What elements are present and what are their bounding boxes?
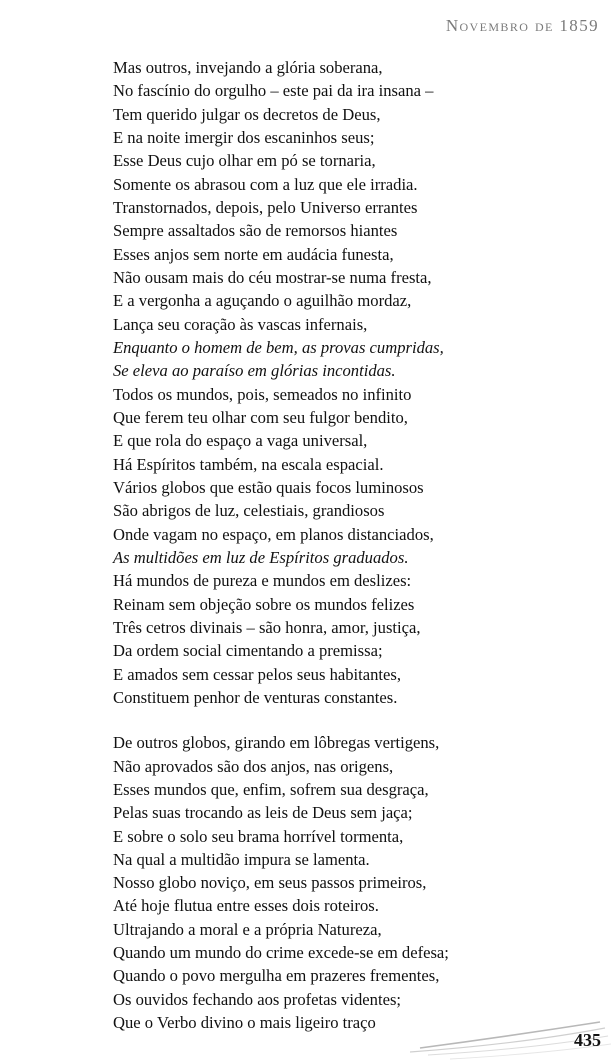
poem-line: Esses anjos sem norte em audácia funesta, <box>113 244 394 264</box>
poem-line: Todos os mundos, pois, semeados no infinito <box>113 384 412 404</box>
poem-line: E a vergonha a aguçando o aguilhão mordaz, <box>113 291 412 311</box>
poem-line: As multidões em luz de Espíritos graduados. <box>113 547 409 567</box>
page-number: 435 <box>574 1030 601 1050</box>
poem-line: E que rola do espaço a vaga universal, <box>113 431 368 451</box>
stanza <box>113 56 593 709</box>
poem-line: Ultrajando a moral e a própria Natureza, <box>113 919 382 939</box>
poem-line: São abrigos de luz, celestiais, grandiosos <box>113 501 385 521</box>
poem-line: Há mundos de pureza e mundos em deslizes: <box>113 571 412 591</box>
poem-line: Constituem penhor de venturas constantes. <box>113 687 398 707</box>
poem-line: Até hoje flutua entre esses dois roteiros. <box>113 896 379 916</box>
poem-line: Da ordem social cimentando a premissa; <box>113 641 383 661</box>
poem-line: Se eleva ao paraíso em glórias incontidas. <box>113 361 396 381</box>
poem-line: Transtornados, depois, pelo Universo errantes <box>113 197 418 217</box>
poem-line: Na qual a multidão impura se lamenta. <box>113 849 370 869</box>
poem-line: Sempre assaltados são de remorsos hiantes <box>113 221 398 241</box>
poem-line: Quando o povo mergulha em prazeres frementes, <box>113 966 440 986</box>
poem-line: Há Espíritos também, na escala espacial. <box>113 454 384 474</box>
poem-line: Que ferem teu olhar com seu fulgor bendito, <box>113 407 408 427</box>
poem-line: Esses mundos que, enfim, sofrem sua desgraça, <box>113 779 429 799</box>
poem-line: Três cetros divinais – são honra, amor, justiça, <box>113 617 421 637</box>
poem-line: Reinam sem objeção sobre os mundos felizes <box>113 594 415 614</box>
poem-line: Enquanto o homem de bem, as provas cumpridas, <box>113 337 444 357</box>
poem-line: Vários globos que estão quais focos luminosos <box>113 477 424 497</box>
poem-line: Somente os abrasou com a luz que ele irradia. <box>113 174 418 194</box>
poem-line: Onde vagam no espaço, em planos distanciados, <box>113 524 434 544</box>
stanza <box>113 731 593 1034</box>
poem-line: De outros globos, girando em lôbregas vertigens, <box>113 733 440 753</box>
poem-line: Lança seu coração às vascas infernais, <box>113 314 368 334</box>
poem-line: Esse Deus cujo olhar em pó se tornaria, <box>113 151 376 171</box>
poem-line: Quando um mundo do crime excede-se em defesa; <box>113 943 449 963</box>
poem-line: Não ousam mais do céu mostrar-se numa fresta, <box>113 267 432 287</box>
footer-swoosh-ornament <box>300 1014 611 1063</box>
poem-line: Não aprovados são dos anjos, nas origens, <box>113 756 394 776</box>
poem-line: E sobre o solo seu brama horrível tormenta, <box>113 826 404 846</box>
poem-line: Tem querido julgar os decretos de Deus, <box>113 104 381 124</box>
poem-line: Os ouvidos fechando aos profetas videntes; <box>113 989 402 1009</box>
poem-line: Que o Verbo divino o mais ligeiro traço <box>113 1013 376 1033</box>
poem-line: Pelas suas trocando as leis de Deus sem jaça; <box>113 803 413 823</box>
running-header: Novembro de 1859 <box>445 16 599 35</box>
poem-body <box>113 56 593 1034</box>
poem-line: Mas outros, invejando a glória soberana, <box>113 58 383 77</box>
poem-line: No fascínio do orgulho – este pai da ira insana – <box>113 81 434 101</box>
poem-line: E amados sem cessar pelos seus habitantes, <box>113 664 402 684</box>
poem-line: Nosso globo noviço, em seus passos primeiros, <box>113 873 427 893</box>
poem-line: E na noite imergir dos escaninhos seus; <box>113 127 375 147</box>
